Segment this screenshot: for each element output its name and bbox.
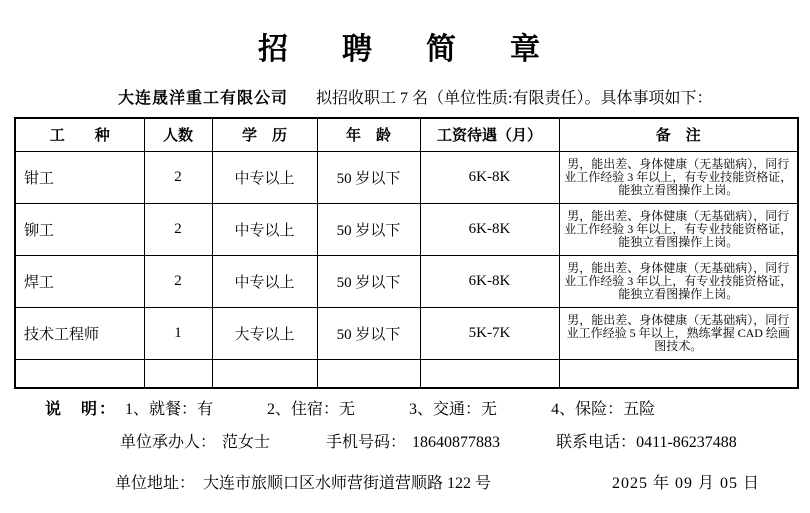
cell-remark: 男，能出差、身体健康（无基础病），同行业工作经验 3 年以上，有专业技能资格证，能独立看图操作上岗。 (559, 255, 798, 307)
note-item-transport: 3、交通：无 (409, 401, 498, 418)
phone-label: 联系电话： (556, 434, 637, 451)
column-header-education: 学 历 (212, 118, 317, 151)
cell-remark (559, 359, 798, 388)
table-row-qiangong (15, 151, 798, 203)
table-row-hangong (15, 255, 798, 307)
cell-education: 中专以上 (212, 255, 317, 307)
cell-remark: 男，能出差、身体健康（无基础病），同行业工作经验 3 年以上，有专业技能资格证，能独立看图操作上岗。 (559, 203, 798, 255)
cell-count: 2 (144, 255, 212, 307)
contact-mobile (326, 434, 500, 451)
address-label: 单位地址： (115, 475, 196, 492)
notes-label: 说 明： (45, 401, 118, 418)
cell-job: 焊工 (15, 255, 144, 307)
cell-education: 大专以上 (212, 307, 317, 359)
note-item-insurance: 4、保险：五险 (551, 401, 656, 418)
handler-label: 单位承办人： (120, 434, 217, 451)
column-header-remark: 备 注 (559, 118, 798, 151)
address-value: 大连市旅顺口区水师营街道营顺路 122 号 (203, 475, 492, 492)
cell-age: 50 岁以下 (317, 307, 420, 359)
table-row-empty (15, 359, 798, 388)
table-row-engineer (15, 307, 798, 359)
cell-count: 1 (144, 307, 212, 359)
contact-line (120, 429, 737, 452)
cell-education (212, 359, 317, 388)
contact-phone (556, 434, 737, 451)
cell-age (317, 359, 420, 388)
handler-name: 范女士 (222, 434, 271, 451)
cell-age: 50 岁以下 (317, 255, 420, 307)
column-header-count: 人数 (144, 118, 212, 151)
cell-remark: 男，能出差、身体健康（无基础病），同行业工作经验 3 年以上，有专业技能资格证，能独立看图操作上岗。 (559, 151, 798, 203)
cell-count: 2 (144, 151, 212, 203)
cell-job: 钳工 (15, 151, 144, 203)
company-name: 大连晟洋重工有限公司 (118, 90, 289, 107)
cell-count: 2 (144, 203, 212, 255)
jobs-table-header (15, 118, 798, 151)
cell-salary: 6K-8K (420, 255, 559, 307)
note-item-lodging: 2、住宿：无 (267, 401, 356, 418)
cell-education: 中专以上 (212, 203, 317, 255)
column-header-salary: 工资待遇（月） (420, 118, 559, 151)
table-row-maogong (15, 203, 798, 255)
cell-salary: 5K-7K (420, 307, 559, 359)
cell-count (144, 359, 212, 388)
page-title: 招 聘 简 章 (258, 33, 552, 66)
cell-job: 铆工 (15, 203, 144, 255)
mobile-label: 手机号码： (326, 434, 407, 451)
phone-number: 0411-86237488 (636, 434, 737, 451)
cell-job (15, 359, 144, 388)
contact-handler (120, 434, 270, 451)
cell-age: 50 岁以下 (317, 203, 420, 255)
header-row (15, 118, 798, 151)
mobile-number: 18640877883 (412, 434, 501, 451)
jobs-table-body (15, 151, 798, 388)
jobs-table (14, 117, 799, 389)
cell-salary: 6K-8K (420, 203, 559, 255)
cell-remark: 男，能出差、身体健康（无基础病），同行业工作经验 5 年以上，熟练掌握 CAD 绘画图技术。 (559, 307, 798, 359)
cell-education: 中专以上 (212, 151, 317, 203)
notes-line (45, 396, 655, 419)
cell-salary (420, 359, 559, 388)
cell-salary: 6K-8K (420, 151, 559, 203)
column-header-age: 年 龄 (317, 118, 420, 151)
date-line: 2025 年 09 月 05 日 (612, 475, 761, 492)
column-header-job: 工 种 (15, 118, 144, 151)
intro-text: 拟招收职工 7 名（单位性质:有限责任）。具体事项如下： (316, 90, 713, 107)
cell-age: 50 岁以下 (317, 151, 420, 203)
address-line (115, 470, 491, 493)
note-item-meal: 1、就餐：有 (125, 401, 214, 418)
intro-line (118, 85, 712, 108)
cell-job: 技术工程师 (15, 307, 144, 359)
